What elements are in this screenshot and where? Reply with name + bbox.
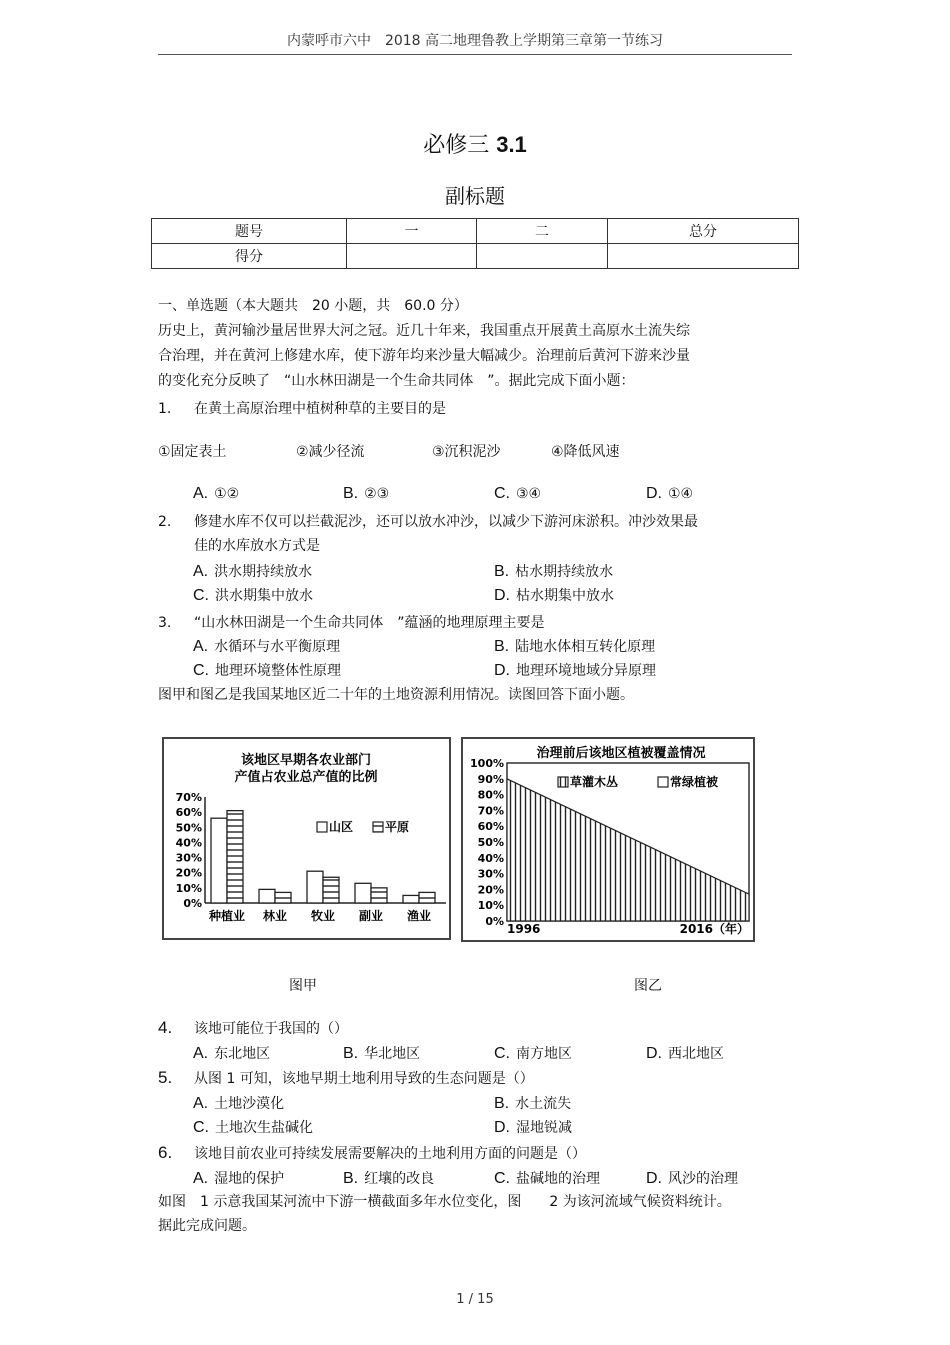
question-number: 6. (158, 1143, 173, 1162)
y-tick-label: 60% (175, 806, 202, 820)
y-tick-label: 10% (175, 881, 202, 895)
y-tick-label: 50% (477, 836, 504, 849)
chart-yi (461, 737, 755, 942)
bar-山区-牧业 (307, 871, 323, 903)
option-letter: C. (193, 662, 209, 679)
chart-title: 治理前后该地区植被覆盖情况 (536, 746, 706, 761)
option-c[interactable] (494, 1043, 572, 1063)
option-b[interactable] (494, 561, 613, 581)
option-letter: D. (646, 485, 662, 502)
chart-jia-svg (164, 739, 449, 938)
option-d[interactable] (646, 1168, 738, 1188)
option-letter: A. (193, 485, 209, 502)
option-text: 枯水期集中放水 (516, 588, 614, 604)
option-c[interactable] (193, 1117, 313, 1137)
statement-item: ④降低风速 (551, 444, 620, 460)
figure-caption-yi: 图乙 (634, 978, 662, 994)
y-tick-label: 80% (477, 788, 504, 802)
option-letter: B. (343, 1170, 359, 1187)
option-text: 风沙的治理 (668, 1171, 738, 1187)
chart-yi-svg (463, 739, 753, 940)
header-divider (158, 54, 792, 55)
question-3 (158, 612, 545, 632)
score-cell: 一 (347, 219, 477, 244)
chart-jia (162, 737, 451, 940)
option-d[interactable] (494, 585, 614, 605)
option-letter: D. (646, 1045, 662, 1062)
option-c[interactable] (193, 660, 341, 680)
option-d[interactable] (646, 485, 693, 503)
option-letter: C. (193, 587, 209, 604)
statement-item: ③沉积泥沙 (432, 444, 501, 460)
option-letter: A. (193, 1095, 209, 1112)
option-letter: D. (494, 1119, 510, 1136)
option-d[interactable] (646, 1043, 724, 1063)
option-b[interactable] (343, 1043, 420, 1063)
legend-swatch-caoguan (558, 777, 568, 787)
question-text: 从图 1 可知，该地早期土地利用导致的生态问题是（） (194, 1071, 534, 1087)
passage-line: 合治理，并在黄河上修建水库，使下游年均来沙量大幅减少。治理前后黄河下游来沙量 (158, 348, 690, 364)
score-cell (347, 244, 477, 269)
question-number: 4. (158, 1018, 173, 1037)
option-a[interactable] (193, 1168, 284, 1188)
score-table (151, 218, 799, 269)
question-1 (158, 398, 446, 418)
option-text: ②③ (364, 486, 390, 502)
option-text: 土地次生盐碱化 (215, 1120, 313, 1136)
legend-swatch-changlv (658, 777, 668, 787)
option-letter: A. (193, 1045, 209, 1062)
chart-title-line: 该地区早期各农业部门 (240, 753, 372, 768)
passage-line: 如图 1 示意我国某河流中下游一横截面多年水位变化，图 2 为该河流域气候资料统计。 (158, 1194, 731, 1210)
question-text: 该地目前农业可持续发展需要解决的土地利用方面的问题是（） (194, 1146, 586, 1162)
option-text: 陆地水体相互转化原理 (515, 639, 656, 655)
option-letter: C. (494, 485, 510, 502)
question-text: 在黄土高原治理中植树种草的主要目的是 (194, 401, 446, 417)
passage-line: 历史上，黄河输沙量居世界大河之冠。近几十年来，我国重点开展黄土高原水土流失综 (158, 323, 690, 339)
option-text: 东北地区 (214, 1046, 271, 1062)
figure-caption-jia: 图甲 (289, 978, 317, 994)
option-b[interactable] (343, 1168, 434, 1188)
legend-swatch-shanqu (317, 822, 327, 832)
option-text: 枯水期持续放水 (515, 564, 614, 580)
option-c[interactable] (494, 485, 541, 503)
option-letter: B. (343, 485, 359, 502)
x-tick-label: 副业 (358, 909, 384, 923)
x-tick-label: 1996 (507, 922, 541, 936)
x-tick-label: 牧业 (310, 909, 336, 923)
option-a[interactable] (193, 485, 239, 503)
question-4 (158, 1018, 348, 1038)
option-text: 南方地区 (516, 1046, 572, 1062)
y-tick-label: 0% (485, 915, 504, 928)
option-text: ①② (214, 486, 240, 502)
option-a[interactable] (193, 636, 340, 656)
option-text: 地理环境整体性原理 (215, 663, 341, 679)
chart-title-line: 产值占农业总产值的比例 (234, 770, 378, 785)
x-tick-label: 2016（年） (679, 922, 749, 936)
option-letter: B. (343, 1045, 359, 1062)
option-letter: A. (193, 638, 209, 655)
bar-平原-副业 (371, 888, 387, 903)
question-number: 2. (158, 514, 172, 530)
score-cell: 得分 (152, 244, 347, 269)
option-letter: A. (193, 1170, 209, 1187)
option-text: 土地沙漠化 (214, 1096, 285, 1112)
legend-label: 常绿植被 (670, 775, 719, 789)
question-number: 5. (158, 1068, 173, 1087)
statement-item: ②减少径流 (296, 444, 365, 460)
bar-山区-林业 (259, 889, 275, 903)
y-tick-label: 50% (175, 821, 202, 835)
y-tick-label: 70% (175, 791, 202, 804)
option-letter: C. (494, 1045, 510, 1062)
option-letter: B. (494, 563, 510, 580)
question-2 (158, 511, 698, 531)
option-a[interactable] (193, 1043, 270, 1063)
question-number: 3. (158, 615, 172, 631)
question-text-cont: 佳的水库放水方式是 (194, 538, 320, 554)
option-text: 地理环境地域分异原理 (516, 663, 656, 679)
option-b[interactable] (494, 636, 655, 656)
y-tick-label: 30% (175, 851, 202, 865)
option-text: 红壤的改良 (364, 1171, 435, 1187)
question-6 (158, 1143, 586, 1163)
score-cell (608, 244, 799, 269)
score-cell: 题号 (152, 219, 347, 244)
bar-平原-渔业 (419, 892, 435, 903)
bar-山区-渔业 (403, 895, 419, 903)
page-subtitle: 副标题 (445, 184, 505, 208)
y-tick-label: 40% (477, 851, 504, 865)
score-cell (477, 244, 608, 269)
bar-山区-种植业 (211, 818, 227, 903)
bar-平原-种植业 (227, 811, 243, 903)
x-tick-label: 种植业 (208, 909, 246, 923)
y-tick-label: 20% (175, 866, 202, 880)
question-text: 该地可能位于我国的（） (194, 1021, 348, 1037)
bar-平原-林业 (275, 892, 291, 903)
option-text: 盐碱地的治理 (516, 1171, 600, 1187)
bar-平原-牧业 (323, 877, 339, 903)
option-letter: D. (494, 587, 510, 604)
option-text: ③④ (516, 486, 542, 502)
option-c[interactable] (193, 585, 313, 605)
option-text: 水土流失 (515, 1096, 572, 1112)
page-title (0, 128, 950, 159)
score-cell: 二 (477, 219, 608, 244)
option-text: 洪水期集中放水 (215, 588, 313, 604)
option-text: 湿地的保护 (214, 1171, 285, 1187)
option-text: 华北地区 (364, 1046, 421, 1062)
passage-line: 图甲和图乙是我国某地区近二十年的土地资源利用情况。读图回答下面小题。 (158, 687, 634, 703)
option-a[interactable] (193, 561, 312, 581)
option-letter: C. (193, 1119, 209, 1136)
option-text: 西北地区 (668, 1046, 724, 1062)
option-b[interactable] (494, 1093, 571, 1113)
score-table-row (152, 244, 799, 269)
option-letter: D. (646, 1170, 662, 1187)
option-b[interactable] (343, 485, 389, 503)
legend-label: 山区 (329, 820, 354, 834)
legend-label: 草灌木丛 (570, 775, 619, 789)
passage-line: 的变化充分反映了 “山水林田湖是一个生命共同体 ”。据此完成下面小题： (158, 373, 635, 389)
option-a[interactable] (193, 1093, 284, 1113)
section-heading: 一、单选题（本大题共 20 小题，共 60.0 分） (158, 298, 468, 314)
question-text: 修建水库不仅可以拦截泥沙，还可以放水冲沙，以减少下游河床淤积。冲沙效果最 (194, 514, 698, 530)
option-c[interactable] (494, 1168, 600, 1188)
y-tick-label: 30% (477, 867, 504, 881)
y-tick-label: 70% (477, 804, 504, 818)
statement-item: ①固定表土 (158, 444, 227, 460)
x-tick-label: 林业 (262, 909, 288, 923)
option-letter: B. (494, 1095, 510, 1112)
score-cell: 总分 (608, 219, 799, 244)
page-header: 内蒙呼市六中 2018 高二地理鲁教上学期第三章第一节练习 (286, 33, 664, 49)
option-letter: B. (494, 638, 510, 655)
y-tick-label: 10% (477, 899, 504, 913)
legend-swatch-pingyuan (373, 822, 383, 832)
title-number: 3.1 (496, 132, 527, 157)
question-5 (158, 1068, 534, 1088)
title-prefix: 必修三 (423, 133, 497, 158)
y-tick-label: 90% (477, 772, 504, 786)
y-tick-label: 60% (477, 820, 504, 834)
score-table-row (152, 219, 799, 244)
option-letter: C. (494, 1170, 510, 1187)
y-tick-label: 40% (175, 836, 202, 850)
y-tick-label: 20% (477, 883, 504, 897)
y-tick-label: 0% (183, 897, 202, 910)
option-d[interactable] (494, 1117, 572, 1137)
option-text: 洪水期持续放水 (214, 564, 313, 580)
option-text: 水循环与水平衡原理 (214, 639, 341, 655)
passage-line: 据此完成问题。 (158, 1218, 256, 1234)
option-letter: A. (193, 563, 209, 580)
bar-山区-副业 (355, 883, 371, 903)
option-d[interactable] (494, 660, 656, 680)
option-letter: D. (494, 662, 510, 679)
y-tick-label: 100% (470, 757, 504, 770)
question-text: “山水林田湖是一个生命共同体 ”蕴涵的地理原理主要是 (194, 615, 545, 631)
question-number: 1. (158, 401, 172, 417)
option-text: ①④ (668, 486, 694, 502)
option-text: 湿地锐减 (516, 1120, 572, 1136)
legend-label: 平原 (385, 820, 410, 834)
x-tick-label: 渔业 (406, 909, 432, 923)
page-number: 1 / 15 (456, 1292, 494, 1307)
